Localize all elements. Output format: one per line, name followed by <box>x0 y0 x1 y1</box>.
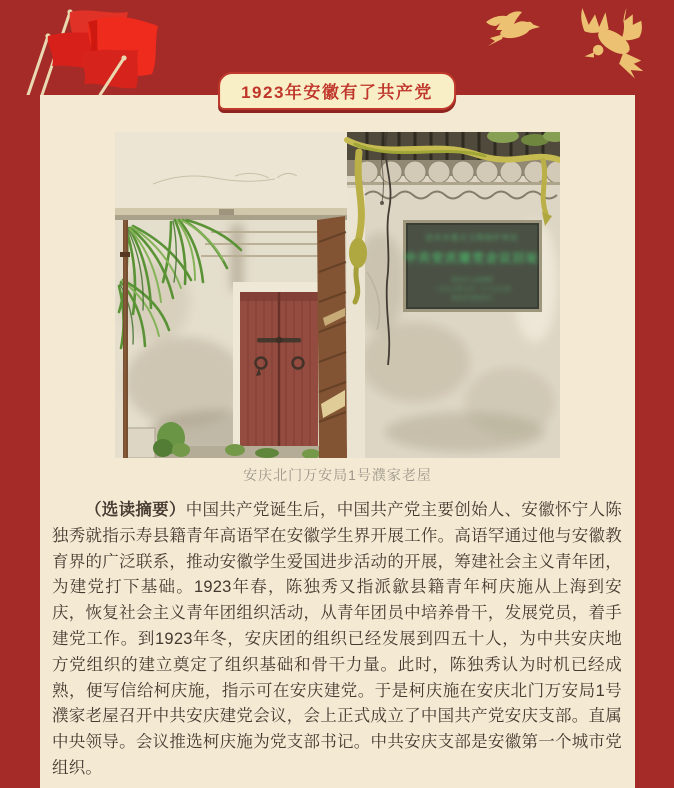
large-dove-icon <box>581 8 643 78</box>
small-dove-icon <box>486 11 540 46</box>
photo-figure <box>40 132 635 485</box>
building-photo <box>115 132 560 458</box>
plaque-top-line: 安庆市重点文物保护单位 <box>425 233 519 242</box>
header-banner <box>0 0 674 102</box>
photo-caption: 安庆北门万安局1号濮家老屋 <box>243 467 432 483</box>
content-card <box>40 95 635 788</box>
plaque-footer-2: 一九九五年七月二十八日公布 <box>432 287 512 293</box>
plaque-footer-1: 安庆市人民政府 <box>450 278 494 284</box>
plaque-title: 中共安庆建党会议旧址 <box>404 251 540 265</box>
doves-icon <box>478 4 648 84</box>
article-body-text: 中国共产党诞生后，中国共产党主要创始人、安徽怀宁人陈独秀就指示寿县籍青年高语罕在安徽学生界开展工作。高语罕通过他与安徽教育界的广泛联系，推动安徽学生爱国进步活动的开展，筹建社会主义青年团，为建党打下基础。1923年春，陈独秀又指派歙县籍青年柯庆施从上海到安庆，恢复社会主义青年团组织活动，从青年团员中培养骨干，发展党员，着手建党工作。到1923年冬，安庆团的组织已经发展到四五十人，为中共安庆地方党组织的建立奠定了组织基础和骨干力量。此时，陈独秀认为时机已经成熟，便写信给柯庆施，指示可在安庆建党。于是柯庆施在安庆北门万安局1号濮家老屋召开中共安庆建党会议，会上正式成立了中国共产党安庆支部。直属中央领导。会议推选柯庆施为党支部书记。中共安庆支部是安徽第一个城市党组织。 <box>52 501 622 777</box>
article-lead-label: （选读摘要） <box>85 501 186 519</box>
title-badge-text: 1923年安徽有了共产党 <box>241 83 433 102</box>
title-badge <box>218 72 456 110</box>
plaque-footer-3: 安庆市文化局立 <box>450 296 494 302</box>
article-paragraph <box>52 498 622 782</box>
red-flags-icon <box>24 0 164 95</box>
